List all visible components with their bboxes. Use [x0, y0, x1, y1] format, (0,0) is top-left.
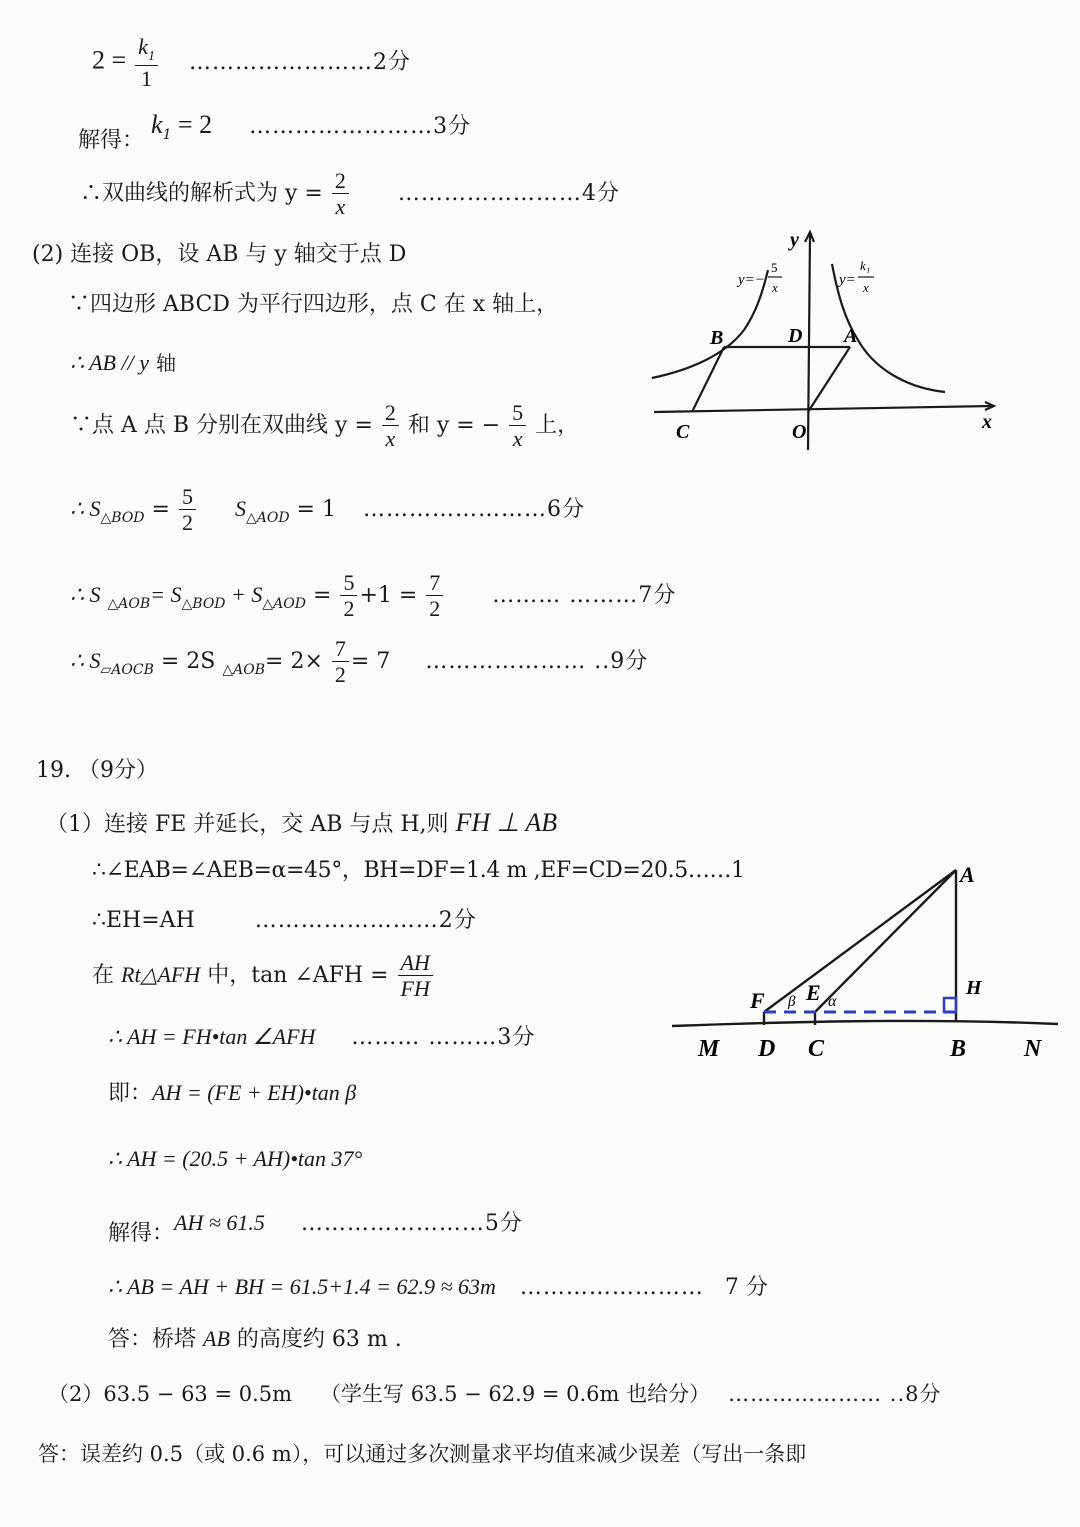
svg-text:5: 5 [771, 260, 778, 275]
eq-line-3: ∴双曲线的解析式为 y = $\frac{2}{x}$ ……………………4分 [80, 168, 619, 220]
q19-l8: 解得：AH ≈ 61.5 ……………………5分 [108, 1210, 522, 1246]
parallel-line: ∴ AB // y 轴 [70, 350, 176, 375]
svg-text:y=−: y=− [738, 272, 765, 288]
label-N: N [1024, 1036, 1042, 1062]
q19-answer: 答：误差约 0.5（或 0.6 m），可以通过多次测量求平均值来减少误差（写出一条即 [38, 1442, 807, 1466]
graph-y-label: y [790, 229, 799, 251]
graph-x-label: x [982, 411, 992, 433]
segment-CB [692, 347, 724, 412]
fraction-k1-over-1: $\frac{k_1}{1}$ [135, 34, 158, 91]
q19-l2: ∴∠EAB=∠AEB=α=45°，BH=DF=1.4 m ,EF=CD=20.5……1 [92, 858, 745, 883]
label-E: E [806, 980, 821, 1005]
q19-l3: ∴EH=AH ……………………2分 [92, 908, 476, 933]
label-A: A [960, 862, 975, 887]
x-axis [654, 406, 992, 412]
label-C: C [808, 1036, 825, 1062]
line-FA [764, 870, 956, 1012]
segment-OA [808, 347, 850, 412]
label-D: D [758, 1036, 776, 1062]
label-F: F [750, 988, 765, 1013]
point-A: A [844, 325, 858, 347]
point-D: D [788, 325, 803, 347]
point-C: C [676, 421, 690, 443]
points-on-curves: ∵点 A 点 B 分别在双曲线 y = $\frac{2}{x}$ 和 y = − $\frac{5}{x}$ 上， [70, 400, 580, 452]
q19-l5: ∴ AH = FH•tan ∠AFH ……… ………3分 [108, 1024, 535, 1050]
label-beta: β [788, 994, 796, 1010]
q19-l4: 在 Rt△AFH 中，tan ∠AFH = $\frac{AH}{FH}$ [92, 950, 435, 1002]
q19-l6: 即：AH = (FE + EH)•tan β [108, 1080, 357, 1106]
area-line-3: ∴ $S_{▱AOCB} = 2S$ $_{\triangle AOB}$= 2× $\frac{7}{2}$ = 7 ………………… ..9分 [70, 636, 648, 688]
svg-text:x: x [772, 280, 778, 295]
label-alpha: α [828, 993, 837, 1010]
point-B: B [710, 327, 724, 349]
q19-l1: （1）连接 FE 并延长，交 AB 与点 H,则 FH ⊥ AB [46, 808, 558, 837]
eq-lhs: 2 = [92, 45, 127, 75]
q19-l11: （2）63.5 − 63 = 0.5m （学生写 63.5 − 62.9 = 0.6m 也给分） ………………… ..8分 [48, 1382, 941, 1406]
label-H: H [966, 977, 982, 999]
area-line-2: ∴ S $_{\triangle AOB}= S_{\triangle BOD} + S_{\triangle AOD}$ = $\frac{5}{2}$ +1 = $\frac{7}{2}$ ……… ………7分 [70, 570, 676, 622]
svg-text:x: x [863, 280, 869, 295]
svg-text:k₁: k₁ [860, 258, 871, 273]
q19-l10: 答：桥塔 AB 的高度约 63 m . [108, 1326, 402, 1352]
parallelogram-line: ∵四边形 ABCD 为平行四边形，点 C 在 x 轴上， [68, 292, 559, 317]
q19-title: 19. （9分） [36, 758, 158, 783]
svg-text:y=: y= [839, 272, 856, 288]
label-B: B [950, 1036, 967, 1062]
eq-line-1: 2 = $\frac{k_1}{1}$ ……………………2分 [92, 34, 410, 92]
right-angle-marker [944, 998, 956, 1012]
score-dots: ……………………2 [188, 49, 388, 75]
bridge-tower-figure [660, 850, 1060, 1070]
label-M: M [698, 1036, 720, 1062]
y-axis [808, 234, 810, 450]
ground-line-MN [672, 1021, 1058, 1026]
line-EA [815, 870, 956, 1012]
eq-line-2: 解得： $k_1 = 2$ ……………………3分 [78, 110, 471, 153]
q19-l7: ∴ AH = (20.5 + AH)•tan 37° [108, 1146, 363, 1171]
part2-heading: (2) 连接 OB，设 AB 与 y 轴交于点 D [32, 242, 407, 267]
point-O: O [792, 421, 807, 443]
q19-l9: ∴ AB = AH + BH = 61.5+1.4 = 62.9 ≈ 63m …………………… 7 分 [108, 1274, 768, 1300]
hyperbola-graph [640, 220, 1020, 465]
area-line-1: ∴ $S_{\triangle BOD}$ = $\frac{5}{2}$ $S_{\triangle AOD} = 1$ ……………………6分 [70, 484, 584, 536]
